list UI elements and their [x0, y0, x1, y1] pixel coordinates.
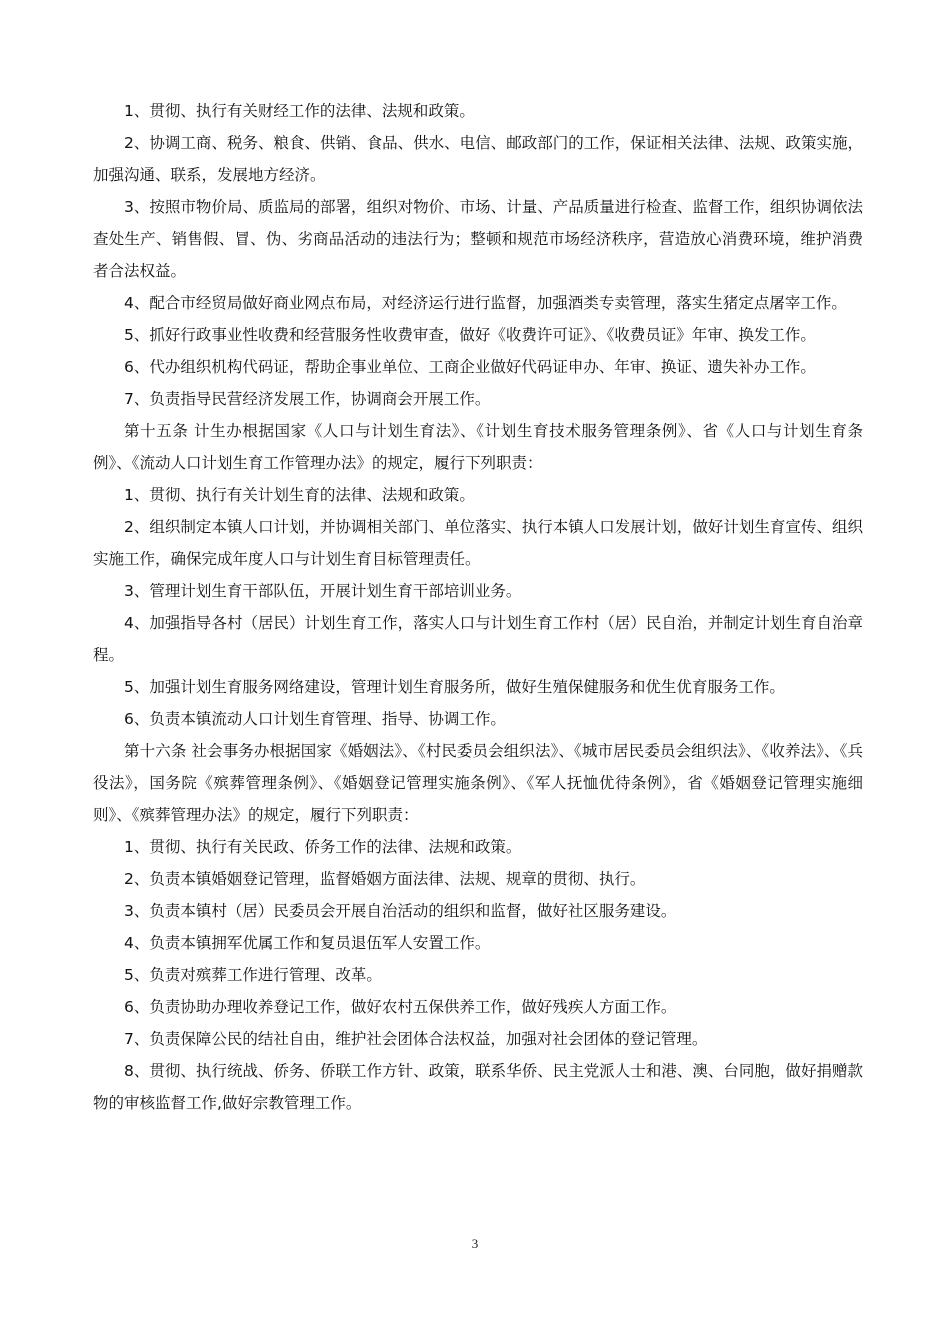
- paragraph: 4、负责本镇拥军优属工作和复员退伍军人安置工作。: [124, 934, 491, 952]
- paragraph: 3、按照市物价局、质监局的部署，组织对物价、市场、计量、产品质量进行检查、监督工作，组织协调依法查处生产、销售假、冒、伪、劣商品活动的违法行为；整顿和规范市场经济秩序，营造放心消费环境，维护消费者合法权益。: [93, 198, 863, 280]
- paragraph: 8、贯彻、执行统战、侨务、侨联工作方针、政策，联系华侨、民主党派人士和港、澳、台同胞，做好捐赠款物的审核监督工作,做好宗教管理工作。: [93, 1062, 863, 1112]
- document-body: [93, 95, 863, 1119]
- paragraph: 4、配合市经贸局做好商业网点布局，对经济运行进行监督，加强酒类专卖管理，落实生猪定点屠宰工作。: [124, 294, 847, 312]
- paragraph: 2、组织制定本镇人口计划，并协调相关部门、单位落实、执行本镇人口发展计划，做好计划生育宣传、组织实施工作，确保完成年度人口与计划生育目标管理责任。: [93, 518, 863, 568]
- paragraph: 1、贯彻、执行有关民政、侨务工作的法律、法规和政策。: [124, 838, 522, 856]
- paragraph: 6、负责协助办理收养登记工作，做好农村五保供养工作，做好残疾人方面工作。: [124, 998, 677, 1016]
- paragraph: 2、协调工商、税务、粮食、供销、食品、供水、电信、邮政部门的工作，保证相关法律、法规、政策实施，加强沟通、联系，发展地方经济。: [93, 134, 863, 184]
- paragraph: 6、负责本镇流动人口计划生育管理、指导、协调工作。: [124, 710, 506, 728]
- paragraph: 5、加强计划生育服务网络建设，管理计划生育服务所，做好生殖保健服务和优生优育服务工作。: [124, 678, 785, 696]
- paragraph: 4、加强指导各村（居民）计划生育工作，落实人口与计划生育工作村（居）民自治，并制定计划生育自治章程。: [93, 614, 863, 664]
- paragraph: 1、贯彻、执行有关计划生育的法律、法规和政策。: [124, 486, 475, 504]
- paragraph: 7、负责保障公民的结社自由，维护社会团体合法权益，加强对社会团体的登记管理。: [124, 1030, 708, 1048]
- article-heading-paragraph: 第十六条 社会事务办根据国家《婚姻法》、《村民委员会组织法》、《城市居民委员会组织法》、《收养法》、《兵役法》，国务院《殡葬管理条例》、《婚姻登记管理实施条例》、《军人抚恤优待条例》，省《婚姻登记管理实施细则》、《殡葬管理办法》的规定，履行下列职责：: [93, 742, 863, 824]
- paragraph: 7、负责指导民营经济发展工作，协调商会开展工作。: [124, 390, 491, 408]
- paragraph: 6、代办组织机构代码证，帮助企事业单位、工商企业做好代码证申办、年审、换证、遗失补办工作。: [124, 358, 816, 376]
- paragraph: 1、贯彻、执行有关财经工作的法律、法规和政策。: [124, 102, 475, 120]
- page-number: 3: [471, 1236, 479, 1251]
- paragraph: 5、抓好行政事业性收费和经营服务性收费审查，做好《收费许可证》、《收费员证》年审、换发工作。: [124, 326, 816, 344]
- paragraph: 3、负责本镇村（居）民委员会开展自治活动的组织和监督，做好社区服务建设。: [124, 902, 677, 920]
- paragraph: 2、负责本镇婚姻登记管理，监督婚姻方面法律、法规、规章的贯彻、执行。: [124, 870, 646, 888]
- article-heading-paragraph: 第十五条 计生办根据国家《人口与计划生育法》、《计划生育技术服务管理条例》、省《人口与计划生育条例》、《流动人口计划生育工作管理办法》的规定，履行下列职责：: [93, 422, 863, 472]
- paragraph: 3、管理计划生育干部队伍，开展计划生育干部培训业务。: [124, 582, 522, 600]
- paragraph: 5、负责对殡葬工作进行管理、改革。: [124, 966, 382, 984]
